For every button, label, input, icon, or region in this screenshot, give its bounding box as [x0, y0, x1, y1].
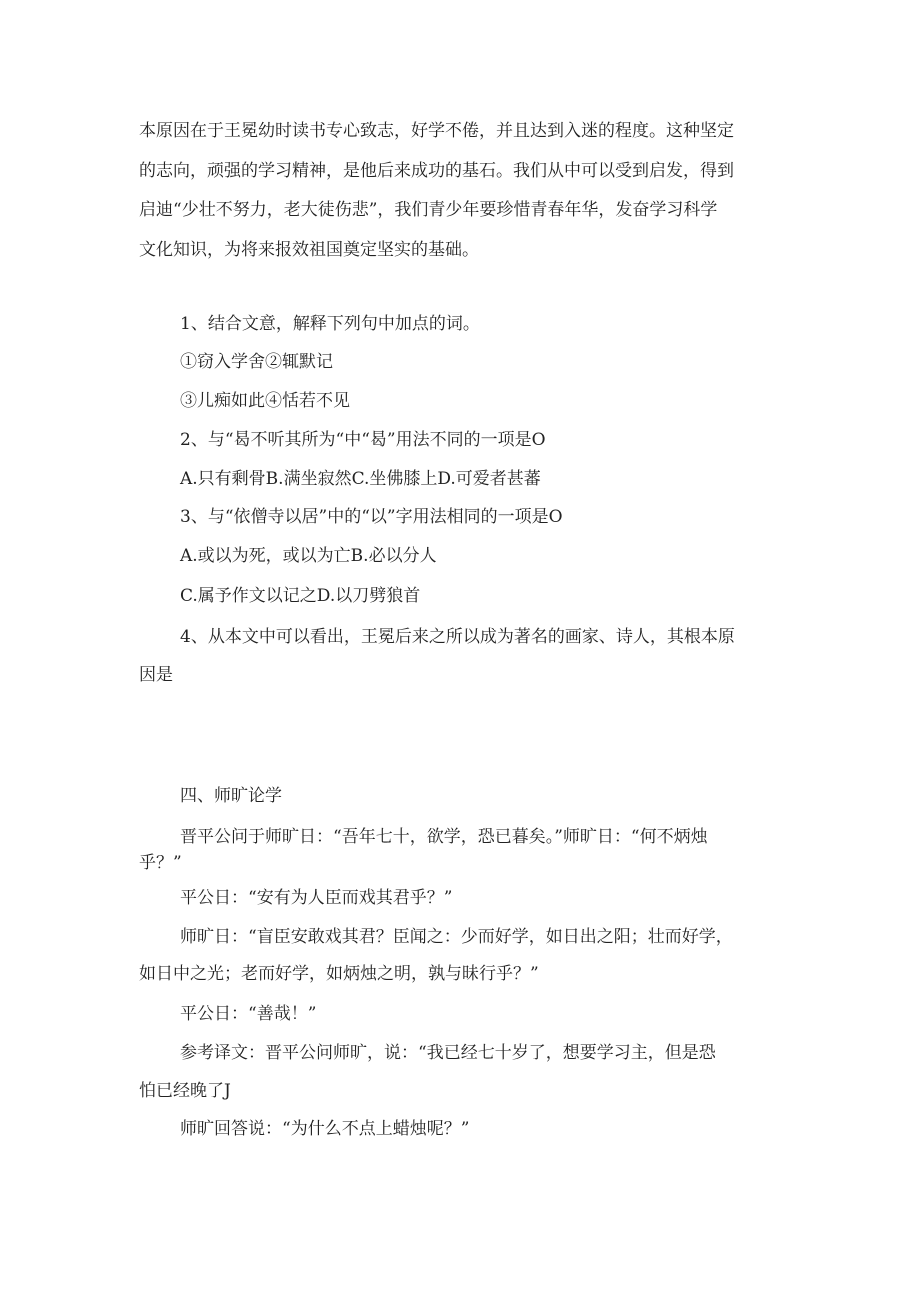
passage-line: 本原因在于王冕幼时读书专心致志，好学不倦，并且达到入迷的程度。这种坚定: [139, 121, 734, 141]
paragraph-line: 晋平公问于师旷日：“吾年七十，欲学，恐已暮矣。”师旷日：“何不炳烛: [180, 827, 708, 847]
passage-line: 启迪“少壮不努力，老大徒伤悲”，我们青少年要珍惜青春年华，发奋学习科学: [139, 200, 718, 220]
question-3-stem: 3、与“依僧寺以居”中的“以”字用法相同的一项是O: [180, 507, 563, 527]
paragraph-line: 怕已经晚了J: [139, 1081, 231, 1101]
question-1-items: ③儿痴如此④恬若不见: [180, 391, 350, 411]
question-1-stem: 1、结合文意，解释下列句中加点的词。: [180, 314, 480, 334]
paragraph-line: 如日中之光；老而好学，如炳烛之明，孰与昧行乎？”: [139, 964, 539, 984]
question-2-options: A.只有剩骨B.满坐寂然C.坐佛膝上D.可爱者甚蕃: [180, 469, 541, 489]
question-3-options: A.或以为死，或以为亡B.必以分人: [180, 546, 437, 566]
paragraph-line: 乎？”: [139, 853, 182, 873]
question-4-stem: 因是: [139, 665, 173, 685]
paragraph-line: 参考译文：晋平公问师旷，说：“我已经七十岁了，想要学习主，但是恐: [180, 1043, 716, 1063]
question-1-items: ①窃入学舍②辄默记: [180, 352, 333, 372]
section-heading: 四、师旷论学: [180, 786, 282, 806]
question-2-stem: 2、与“曷不听其所为“中“曷”用法不同的一项是O: [180, 430, 546, 450]
paragraph-line: 平公日：“安有为人臣而戏其君乎？”: [180, 888, 453, 908]
paragraph-line: 师旷日：“盲臣安敢戏其君？臣闻之：少而好学，如日出之阳；壮而好学，: [180, 927, 733, 947]
question-3-options: C.属予作文以记之D.以刀劈狼首: [180, 586, 421, 606]
paragraph-line: 师旷回答说：“为什么不点上蜡烛呢？”: [180, 1119, 470, 1139]
question-4-stem: 4、从本文中可以看出，王冕后来之所以成为著名的画家、诗人，其根本原: [180, 627, 735, 647]
passage-line: 的志向，顽强的学习精神，是他后来成功的基石。我们从中可以受到启发，得到: [139, 161, 734, 181]
passage-line: 文化知识，为将来报效祖国奠定坚实的基础。: [139, 240, 479, 260]
paragraph-line: 平公日：“善哉！”: [180, 1004, 317, 1024]
